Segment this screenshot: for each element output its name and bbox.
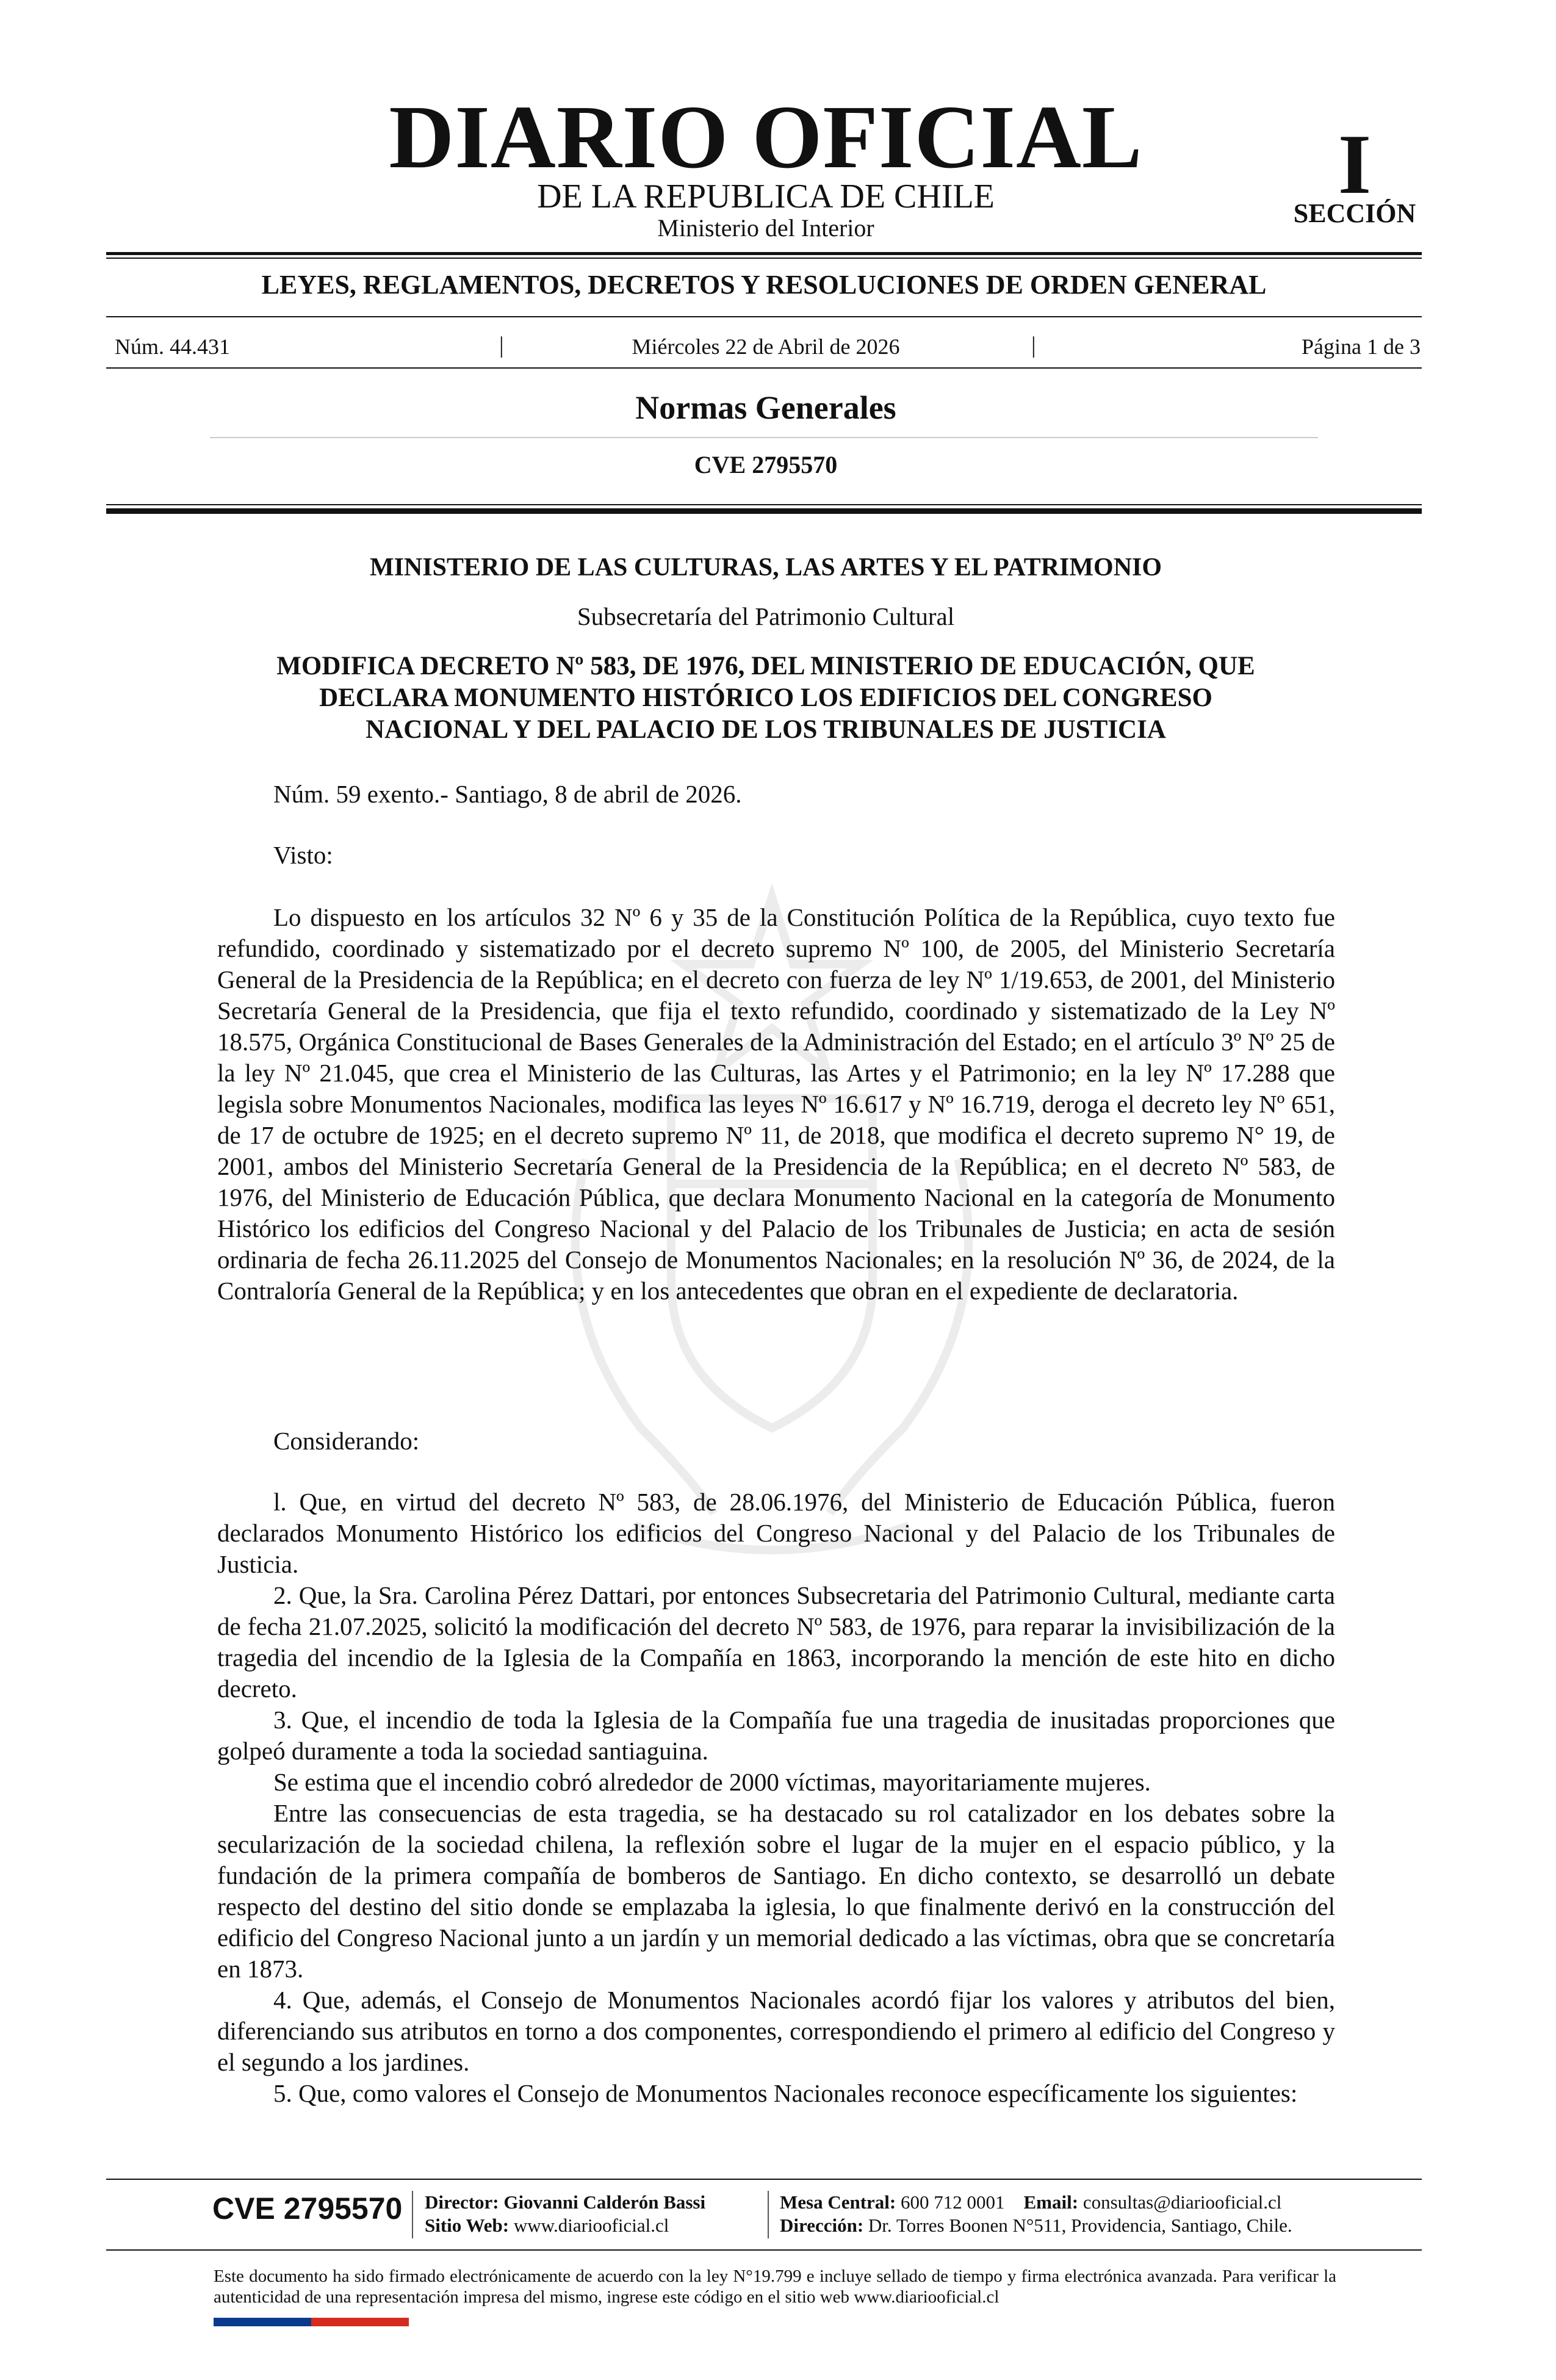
- footer-separator: [768, 2191, 769, 2238]
- masthead-title: DIARIO OFICIAL: [389, 87, 1143, 187]
- divider-rule: [106, 508, 1422, 514]
- footer-website: [425, 2214, 669, 2237]
- meta-separator: |: [1031, 333, 1036, 358]
- footer-contact: [780, 2191, 1281, 2214]
- website-label: Sitio Web:: [425, 2215, 510, 2236]
- considerando-item: Se estima que el incendio cobró alrededor de 2000 víctimas, mayoritariamente mujeres.: [273, 1768, 1151, 1796]
- considerando-item: l. Que, en virtud del decreto Nº 583, de 28.06.1976, del Ministerio de Educación Pública, fueron declarados Monumento Histórico los edificios del Congreso Nacional y del Palacio de los Tribunales de Justicia.: [217, 1488, 1335, 1578]
- section-title: Normas Generales: [635, 389, 896, 426]
- footer-separator: [412, 2191, 413, 2238]
- ministry-heading: MINISTERIO DE LAS CULTURAS, LAS ARTES Y EL PATRIMONIO: [369, 554, 1162, 582]
- flag-stripe-red: [311, 2318, 409, 2326]
- divider-rule: [106, 252, 1422, 255]
- email-label: Email:: [1023, 2191, 1079, 2213]
- website-link[interactable]: www.diariooficial.cl: [513, 2215, 669, 2236]
- document-title-line: NACIONAL Y DEL PALACIO DE LOS TRIBUNALES DE JUSTICIA: [366, 715, 1166, 744]
- considerando-item: 4. Que, además, el Consejo de Monumentos Nacionales acordó fijar los valores y atributos del bien, diferenciando sus atributos en torno a dos componentes, correspondiendo el primero al edificio del Congreso y el segundo a los jardines.: [217, 1986, 1335, 2076]
- divider-rule: [106, 504, 1422, 505]
- footer-rule: [106, 2179, 1422, 2180]
- address-value: Dr. Torres Boonen N°511, Providencia, Santiago, Chile.: [868, 2215, 1292, 2236]
- issue-number: Núm. 44.431: [115, 334, 230, 359]
- section-label: SECCIÓN: [1293, 198, 1416, 228]
- address-label: Dirección:: [780, 2215, 864, 2236]
- issue-date: Miércoles 22 de Abril de 2026: [632, 334, 900, 359]
- document-title: [183, 651, 1349, 746]
- document-title-line: MODIFICA DECRETO Nº 583, DE 1976, DEL MINISTERIO DE EDUCACIÓN, QUE: [276, 652, 1255, 680]
- visto-paragraph: Lo dispuesto en los artículos 32 Nº 6 y 35 de la Constitución Política de la República, cuyo texto fue refundido, coordinado y sistematizado por el decreto supremo Nº 100, de 2005, del Ministerio Secretaría General de la Presidencia de la República; en el decreto con fuerza de ley Nº 1/19.653, de 2001, del Ministerio Secretaría General de la Presidencia, que fija el texto refundido, coordinado y sistematizado de la Ley Nº 18.575, Orgánica Constitucional de Bases Generales de la Administración del Estado; en el artículo 3º Nº 25 de la ley Nº 21.045, que crea el Ministerio de las Culturas, las Artes y el Patrimonio; en la ley Nº 17.288 que legisla sobre Monumentos Nacionales, modifica las leyes Nº 16.617 y Nº 16.719, deroga el decreto ley Nº 651, de 17 de octubre de 1925; en el decreto supremo Nº 11, de 2018, que modifica el decreto supremo N° 19, de 2001, ambos del Ministerio Secretaría General de la Presidencia de la República; en el decreto Nº 583, de 1976, del Ministerio de Educación Pública, que declara Monumento Nacional en la categoría de Monumento Histórico los edificios del Congreso Nacional y del Palacio de los Tribunales de Justicia; en acta de sesión ordinaria de fecha 26.11.2025 del Consejo de Monumentos Nacionales; en la resolución Nº 36, de 2024, de la Contraloría General de la República; y en los antecedentes que obran en el expediente de declaratoria.: [217, 903, 1335, 1305]
- subsecretaria-heading: Subsecretaría del Patrimonio Cultural: [577, 602, 955, 630]
- considerando-item: 2. Que, la Sra. Carolina Pérez Dattari, por entonces Subsecretaria del Patrimonio Cultural, mediante carta de fecha 21.07.2025, solicitó la modificación del decreto Nº 583, de 1976, para reparar la invisibilización de la tragedia del incendio de la Iglesia de la Compañía en 1863, incorporando la mención de este hito en dicho decreto.: [217, 1581, 1335, 1703]
- visto-label: Visto:: [273, 841, 333, 869]
- meta-separator: |: [499, 333, 504, 358]
- section-number: I: [1338, 117, 1372, 212]
- category-heading: LEYES, REGLAMENTOS, DECRETOS Y RESOLUCIONES DE ORDEN GENERAL: [261, 270, 1267, 300]
- director-name: Giovanni Calderón Bassi: [503, 2191, 706, 2213]
- divider-rule: [210, 437, 1318, 438]
- considerando-label: Considerando:: [273, 1427, 420, 1455]
- mesa-value: 600 712 0001: [901, 2191, 1005, 2213]
- flag-stripe-blue: [214, 2318, 311, 2326]
- footer-rule: [106, 2249, 1422, 2251]
- divider-rule: [106, 258, 1422, 259]
- considerando-item: 5. Que, como valores el Consejo de Monumentos Nacionales reconoce específicamente los siguientes:: [273, 2079, 1298, 2107]
- mesa-label: Mesa Central:: [780, 2191, 896, 2213]
- masthead-subtitle: DE LA REPUBLICA DE CHILE: [537, 178, 995, 215]
- footer-legal-notice: Este documento ha sido firmado electrónicamente de acuerdo con la ley N°19.799 e incluye sellado de tiempo y firma electrónica avanzada. Para verificar la autenticidad de una representación impresa del mismo, ingrese este código en el sitio web www.diariooficial.cl: [214, 2266, 1336, 2307]
- director-label: Director:: [425, 2191, 499, 2213]
- footer-address: [780, 2214, 1292, 2237]
- masthead-ministry: Ministerio del Interior: [657, 214, 874, 242]
- footer-director: [425, 2191, 705, 2214]
- considerando-item: 3. Que, el incendio de toda la Iglesia de la Compañía fue una tragedia de inusitadas proporciones que golpeó duramente a toda la sociedad santiaguina.: [217, 1706, 1335, 1765]
- cve-code: CVE 2795570: [694, 451, 838, 478]
- email-link[interactable]: consultas@diariooficial.cl: [1082, 2191, 1282, 2213]
- decree-number-line: Núm. 59 exento.- Santiago, 8 de abril de 2026.: [273, 780, 742, 808]
- footer-cve-code: CVE 2795570: [212, 2191, 403, 2226]
- divider-rule: [106, 316, 1422, 317]
- page-indicator: Página 1 de 3: [1302, 334, 1421, 359]
- document-title-line: DECLARA MONUMENTO HISTÓRICO LOS EDIFICIOS DEL CONGRESO: [319, 683, 1212, 712]
- divider-rule: [106, 367, 1422, 369]
- considerando-item: Entre las consecuencias de esta tragedia, se ha destacado su rol catalizador en los debates sobre la secularización de la sociedad chilena, la reflexión sobre el lugar de la mujer en el espacio público, y la fundación de la primera compañía de bomberos de Santiago. En dicho contexto, se desarrolló un debate respecto del destino del sitio donde se emplazaba la iglesia, lo que finalmente derivó en la construcción del edificio del Congreso Nacional junto a un jardín y un memorial dedicado a las víctimas, obra que se concretaría en 1873.: [217, 1799, 1335, 1983]
